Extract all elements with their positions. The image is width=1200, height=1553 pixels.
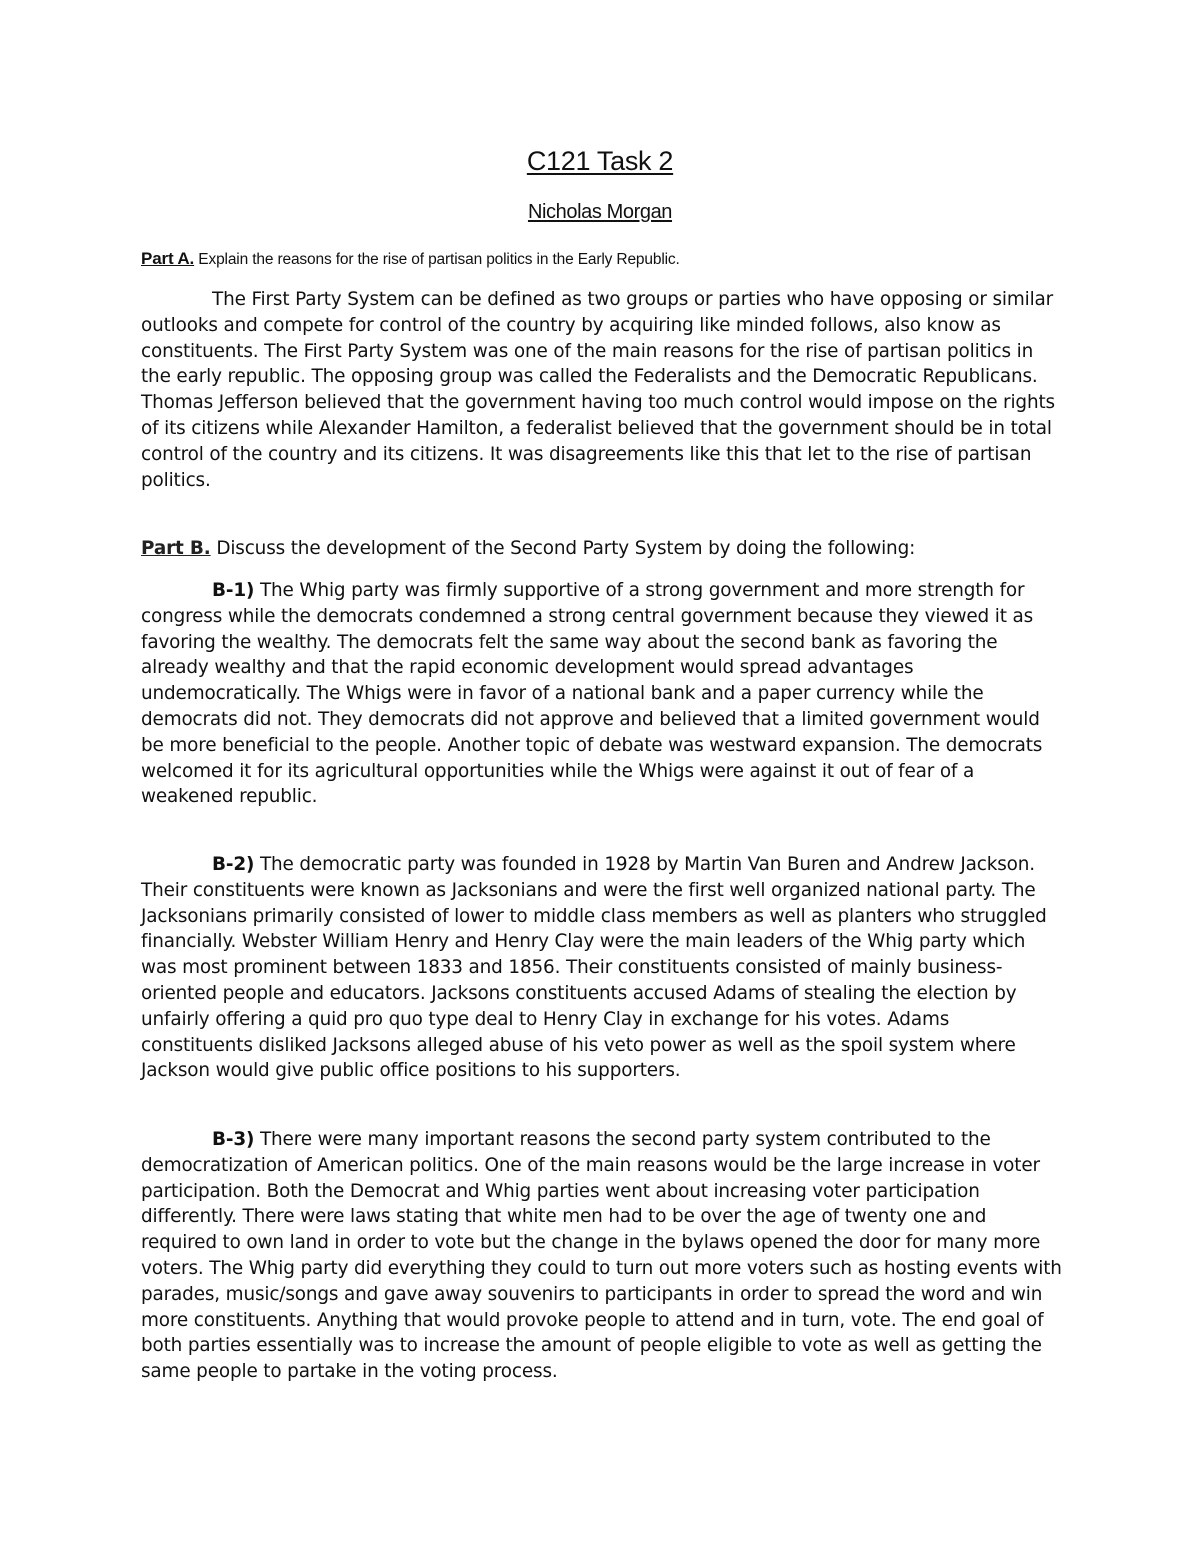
b3-label: B-3) (212, 1129, 255, 1150)
b1-paragraph (141, 578, 1066, 810)
author-name: Nicholas Morgan (527, 201, 673, 223)
part-a-prompt: Explain the reasons for the rise of partisan politics in the Early Republic. (194, 251, 680, 268)
b1-label: B-1) (212, 580, 255, 601)
b3-paragraph (141, 1127, 1066, 1385)
b2-text: The democratic party was founded in 1928 by Martin Van Buren and Andrew Jackson. Their constituents were known as Jacksonians and were the first well organized national party. The Jacksonians primarily consisted of lower to middle class members as well as planters who struggled financially. Webster William Henry and Henry Clay were the main leaders of the Whig party which was most prominent between 1833 and 1856. Their constituents consisted of mainly business-oriented people and educators. Jacksons constituents accused Adams of stealing the election by unfairly offering a quid pro quo type deal to Henry Clay in exchange for his votes. Adams constituents disliked Jacksons alleged abuse of his veto power as well as the spoil system where Jackson would give public office positions to his supporters. (141, 854, 1047, 1082)
part-a-paragraph: The First Party System can be defined as two groups or parties who have opposing or similar outlooks and compete for control of the country by acquiring like minded follows, also know as constituents. The First Party System was one of the main reasons for the rise of partisan politics in the early republic. The opposing group was called the Federalists and the Democratic Republicans. Thomas Jefferson believed that the government having too much control would impose on the rights of its citizens while Alexander Hamilton, a federalist believed that the government should be in total control of the country and its citizens. It was disagreements like this that let to the rise of partisan politics. (141, 289, 1055, 491)
part-a-label: Part A. (141, 249, 195, 268)
b3-text: There were many important reasons the second party system contributed to the democratization of American politics. One of the main reasons would be the large increase in voter participation. Both the Democrat and Whig parties went about increasing voter participation differently. There were laws stating that white men had to be over the age of twenty one and required to own land in order to vote but the change in the bylaws opened the door for many more voters. The Whig party did everything they could to turn out more voters such as hosting events with parades, music/songs and gave away souvenirs to participants in order to spread the word and win more constituents. Anything that would provoke people to attend and in turn, vote. The end goal of both parties essentially was to increase the amount of people eligible to vote as well as getting the same people to partake in the voting process. (141, 1129, 1062, 1383)
part-b-heading (141, 536, 915, 562)
b1-text: The Whig party was firmly supportive of a strong government and more strength for congress while the democrats condemned a strong central government because they viewed it as favoring the wealthy. The democrats felt the same way about the second bank as favoring the already wealthy and that the rapid economic development would spread advantages undemocratically. The Whigs were in favor of a national bank and a paper currency while the democrats did not. They democrats did not approve and believed that a limited government would be more beneficial to the people. Another topic of debate was westward expansion. The democrats welcomed it for its agricultural opportunities while the Whigs were against it out of fear of a weakened republic. (141, 580, 1043, 808)
document-title: C121 Task 2 (526, 146, 674, 176)
b2-paragraph (141, 852, 1066, 1084)
part-b-prompt: Discuss the development of the Second Party System by doing the following: (210, 538, 916, 559)
part-b-label: Part B. (141, 538, 211, 559)
part-a-heading (141, 249, 680, 269)
b2-label: B-2) (212, 854, 255, 875)
